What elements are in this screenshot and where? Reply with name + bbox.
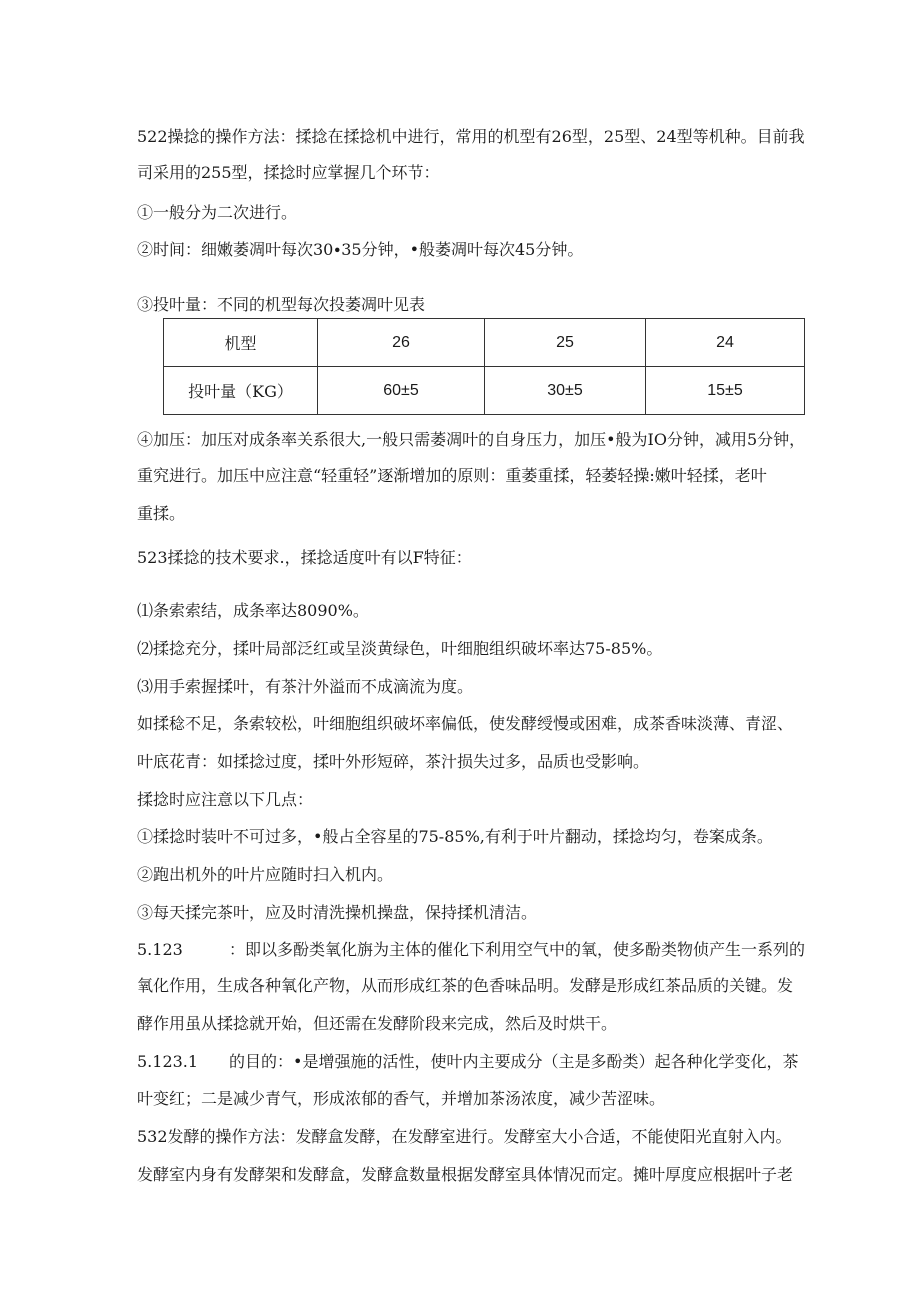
table-cell: 15±5 <box>646 367 805 415</box>
paragraph-line: 如揉稔不足，条索较松，叶细胞组织破坏率偏低，使发酵绶慢或困难，成茶香味淡薄、青涩、 <box>137 714 794 733</box>
paragraph-line: 重揉。 <box>137 504 186 523</box>
list-item: ①揉捻时装叶不可过多，•般占全容星的75-85%,有利于叶片翻动，揉捻均匀，卷案成条。 <box>137 827 773 846</box>
list-item: ②跑出机外的叶片应随时扫入机内。 <box>137 865 394 884</box>
paragraph-line: 氧化作用，生成各种氧化产物，从而形成红茶的色香味品明。发酵是形成红茶品质的关键。发 <box>137 976 794 995</box>
section-number: 5.123.1 <box>137 1052 199 1071</box>
paragraph-line <box>137 940 837 960</box>
paragraph-line: 发酵室内身有发酵架和发酵盒，发酵盒数量根据发酵室具体情况而定。摊叶厚度应根据叶子老 <box>137 1165 794 1184</box>
paragraph-line: 揉捻时应注意以下几点： <box>137 790 314 809</box>
tea-loading-table <box>163 318 805 415</box>
table-row <box>164 367 805 415</box>
paragraph-line: 叶底花青：如揉捻过度，揉叶外形短碎，茶汁损失过多，品质也受影响。 <box>137 752 650 771</box>
table-cell: 24 <box>646 319 805 367</box>
paragraph-text: 的目的：•是增强施的活性，使叶内主要成分（主是多酚类）起各种化学变化，茶 <box>229 1052 799 1071</box>
table-cell: 25 <box>485 319 646 367</box>
list-item: ⑴条索索结，成条率达8090%。 <box>137 601 369 620</box>
section-heading: 523揉捻的技术要求.，揉捻适度叶有以F特征： <box>137 548 472 567</box>
paragraph-line: 重究进行。加压中应注意“轻重轻”逐渐增加的原则：重萎重揉，轻萎轻操:嫩叶轻揉，老叶 <box>137 466 767 485</box>
paragraph-line: 叶变红；二是减少青气，形成浓郁的香气，并增加茶汤浓度，减少苦涩味。 <box>137 1089 666 1108</box>
paragraph-line: 522操捻的操作方法：揉捻在揉捻机中进行，常用的机型有26型，25型、24型等机种。目前我 <box>137 127 805 146</box>
list-item: ③投叶量：不同的机型每次投萎凋叶见表 <box>137 295 426 314</box>
list-item: ①一般分为二次进行。 <box>137 203 298 222</box>
table-cell: 机型 <box>164 319 318 367</box>
list-item: ③每天揉完茶叶，应及时清洗操机操盘，保持揉机清洁。 <box>137 903 538 922</box>
paragraph-line: 532发酵的操作方法：发酵盒发酵，在发酵室进行。发酵室大小合适，不能使阳光直射入内。 <box>137 1127 792 1146</box>
section-number: 5.123 <box>137 940 183 959</box>
paragraph-line <box>137 1052 837 1072</box>
paragraph-line: 酵作用虽从揉捻就开始，但还需在发酵阶段来完成，然后及时烘干。 <box>137 1014 618 1033</box>
table-cell: 30±5 <box>485 367 646 415</box>
list-item: ⑵揉捻充分，揉叶局部泛红或呈淡黄绿色，叶细胞组织破坏率达75-85%。 <box>137 639 663 658</box>
paragraph-text: ：即以多酚类氧化旃为主体的催化下利用空气中的氧，使多酚类物侦产生一系列的 <box>229 940 806 959</box>
table-cell: 60±5 <box>318 367 485 415</box>
list-item: ⑶用手索握揉叶，有茶汁外溢而不成滴流为度。 <box>137 677 474 696</box>
table-cell: 投叶量（KG） <box>164 367 318 415</box>
table-row <box>164 319 805 367</box>
table-cell: 26 <box>318 319 485 367</box>
paragraph-line: 司采用的255型，揉捻时应掌握几个环节： <box>137 163 440 182</box>
list-item: ②时间：细嫩萎凋叶每次30∙35分钟，•般萎凋叶每次45分钟。 <box>137 240 584 259</box>
list-item: ④加压：加压对成条率关系很大,一般只需萎凋叶的自身压力，加压•般为IO分钟，减用5分钟， <box>137 430 806 449</box>
